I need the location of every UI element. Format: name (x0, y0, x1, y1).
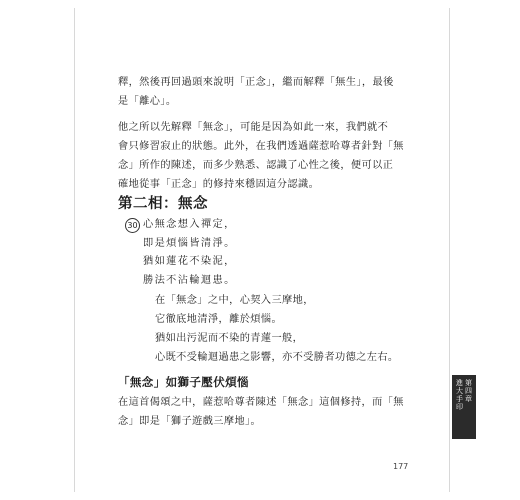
chapter-char: 第 (465, 379, 472, 387)
text-line: 他之所以先解釋「無念」，可能是因為如此一來，我們就不 (118, 122, 389, 133)
verse-line: 心無念想入禪定， (143, 219, 236, 230)
chapter-char: 進 (456, 379, 463, 387)
verse-line: 勝法不沾輪迴患。 (143, 274, 236, 286)
paragraph-explanation (118, 118, 408, 194)
chapter-title (456, 379, 463, 439)
verse-translation (155, 291, 405, 367)
paragraph-intro (118, 73, 408, 111)
verse-number-badge: 30 (125, 218, 140, 233)
chapter-label (465, 379, 472, 439)
text-line: 釋，然後再回過頭來說明「正念」，繼而解釋「無生」，最後 (118, 77, 394, 88)
chapter-char: 四 (465, 387, 472, 395)
chapter-char: 章 (465, 395, 472, 403)
verse-block (125, 216, 325, 290)
chapter-char: 印 (456, 403, 463, 411)
verse-line: 猶如蓮花不染泥， (143, 256, 236, 267)
translation-line: 心既不受輪迴過患之影響，亦不受勝者功德之左右。 (155, 352, 399, 363)
page-number: 177 (393, 462, 409, 471)
text-line: 念」所作的陳述，而多少熟悉、認識了心性之後，便可以正 (118, 160, 394, 171)
text-line: 是「離心」。 (118, 96, 177, 107)
translation-line: 它徹底地清淨，離於煩惱。 (155, 314, 283, 325)
chapter-char: 手 (456, 395, 463, 403)
translation-line: 猶如出污泥而不染的青蓮一般， (155, 333, 304, 344)
subsection-heading: 「無念」如獅子壓伏煩惱 (118, 375, 249, 389)
verse-line: 即是煩惱皆清淨。 (143, 237, 236, 249)
chapter-char: 大 (456, 387, 463, 395)
text-line: 確地從事「正念」的修持來穩固這分認識。 (118, 179, 320, 190)
text-line: 會只修習寂止的狀態。此外，在我們透過薩惹哈尊者針對「無 (118, 141, 404, 152)
section-heading: 第二相：無念 (118, 196, 208, 212)
translation-line: 在「無念」之中，心契入三摩地， (155, 295, 314, 306)
text-line: 在這首偈頌之中，薩惹哈尊者陳述「無念」這個修持，而「無 (118, 397, 404, 408)
text-line: 念」即是「獅子遊戲三摩地」。 (118, 416, 262, 427)
paragraph-commentary (118, 393, 408, 431)
chapter-side-tab (452, 375, 476, 439)
